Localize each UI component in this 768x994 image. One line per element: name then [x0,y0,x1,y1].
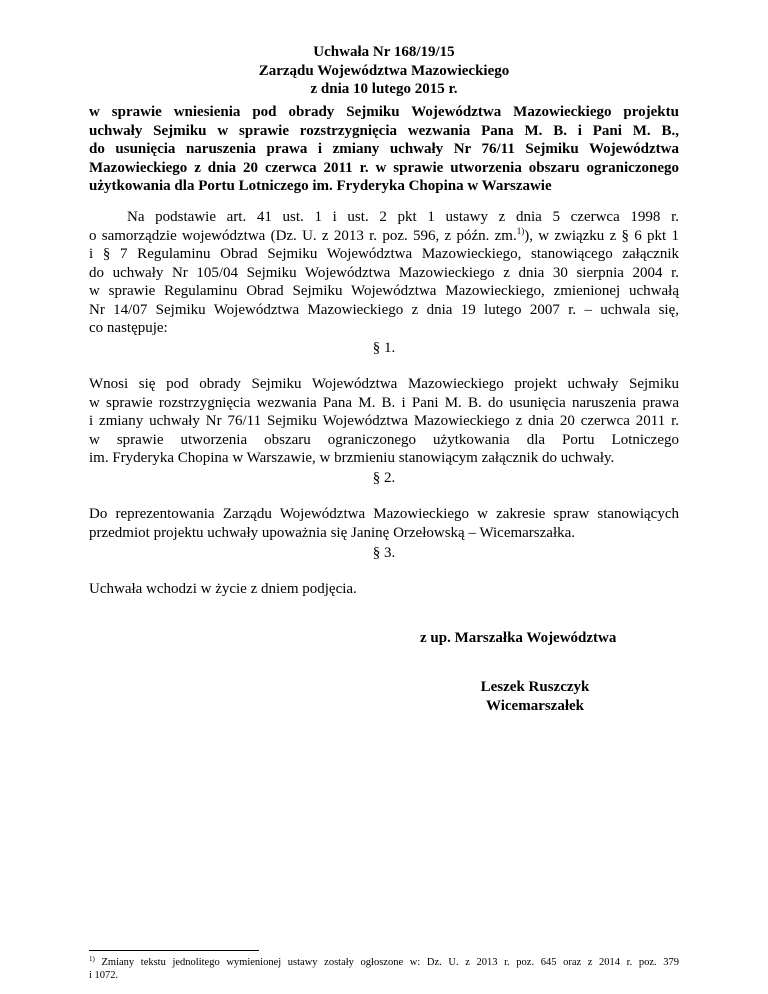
section-line: Wnosi się pod obrady Sejmiku Województwa Mazowieckiego projekt uchwały Sejmiku [89,376,679,392]
section-line: im. Fryderyka Chopina w Warszawie, w brzmieniu stanowiącym załącznik do uchwały. [89,450,615,466]
section-line: w sprawie utworzenia obszaru ograniczonego użytkowania dla Portu Lotniczego [89,431,679,448]
resolution-number: Uchwała Nr 168/19/15 [313,44,455,60]
preamble-line: w sprawie Regulaminu Obrad Sejmiku Województwa Mazowieckiego, zmienionej uchwałą [89,283,679,299]
subject-line: Mazowieckiego z dnia 20 czerwca 2011 r. w sprawie utworzenia obszaru ograniczonego [89,159,679,176]
preamble-paragraph [89,208,679,338]
section-line: i zmiany uchwały Nr 76/11 Sejmiku Województwa Mazowieckiego z dnia 20 czerwca 2011 r. [89,413,679,429]
footnote-ref: 1) [516,225,525,236]
section-1-paragraph [89,375,679,468]
section-sign-1: § 1. [372,340,396,356]
section-line: Do reprezentowania Zarządu Województwa Mazowieckiego w zakresie spraw stanowiących [89,506,679,522]
footnote-divider [89,950,259,951]
footnote-line [89,956,679,969]
section-line: Uchwała wchodzi w życie z dniem podjęcia. [89,581,357,597]
resolution-date: z dnia 10 lutego 2015 r. [310,81,458,97]
subject-line: w sprawie wniesienia pod obrady Sejmiku Województwa Mazowieckiego projektu [89,104,679,120]
footnote-text: Zmiany tekstu jednolitego wymienionej ustawy zostały ogłoszone w: Dz. U. z 2013 r. poz. 645 oraz z 2014 r. poz. 379 [101,957,680,968]
section-3-paragraph [89,580,679,599]
signature-authority: z up. Marszałka Województwa [420,630,617,646]
section-line: przedmiot projektu uchwały upoważnia się Janinę Orzełowską – Wicemarszałka. [89,524,576,541]
preamble-line: do uchwały Nr 105/04 Sejmiku Województwa Mazowieckiego z dnia 30 sierpnia 2004 r. [89,264,679,281]
section-line: w sprawie rozstrzygnięcia wezwania Pana M. B. i Pani M. B. do usunięcia naruszenia prawa [89,394,679,411]
section-sign-2: § 2. [372,470,396,486]
footnote-line: i 1072. [89,970,119,981]
preamble-line: Nr 14/07 Sejmiku Województwa Mazowieckiego z dnia 19 lutego 2007 r. – uchwala się, [89,301,679,318]
preamble-line: i § 7 Regulaminu Obrad Sejmiku Województwa Mazowieckiego, stanowiącego załącznik [89,246,679,262]
section-sign-3: § 3. [372,545,396,561]
signature-block [400,678,670,715]
preamble-text: o samorządzie województwa (Dz. U. z 2013 r. poz. 596, z późn. zm. [89,227,517,244]
preamble-line [89,227,679,246]
subject-line: do usunięcia naruszenia prawa i zmiany uchwały Nr 76/11 Sejmiku Województwa [89,141,679,157]
preamble-line: Na podstawie art. 41 ust. 1 i ust. 2 pkt 1 ustawy z dnia 5 czerwca 1998 r. [127,209,679,225]
resolution-header [0,43,768,99]
footnote [89,956,679,982]
subject-line: uchwały Sejmiku w sprawie rozstrzygnięcia wezwania Pana M. B. i Pani M. B., [89,122,679,139]
section-2-paragraph [89,505,679,542]
preamble-line: co następuje: [89,320,168,336]
subject-line: użytkowania dla Portu Lotniczego im. Fryderyka Chopina w Warszawie [89,178,552,194]
resolution-subject [89,103,679,196]
footnote-marker: 1) [89,955,95,963]
preamble-text: ), w związku z § 6 pkt 1 [524,227,679,244]
signatory-title: Wicemarszałek [485,697,585,714]
signatory-name: Leszek Ruszczyk [480,679,590,695]
issuing-body: Zarządu Województwa Mazowieckiego [258,62,510,79]
